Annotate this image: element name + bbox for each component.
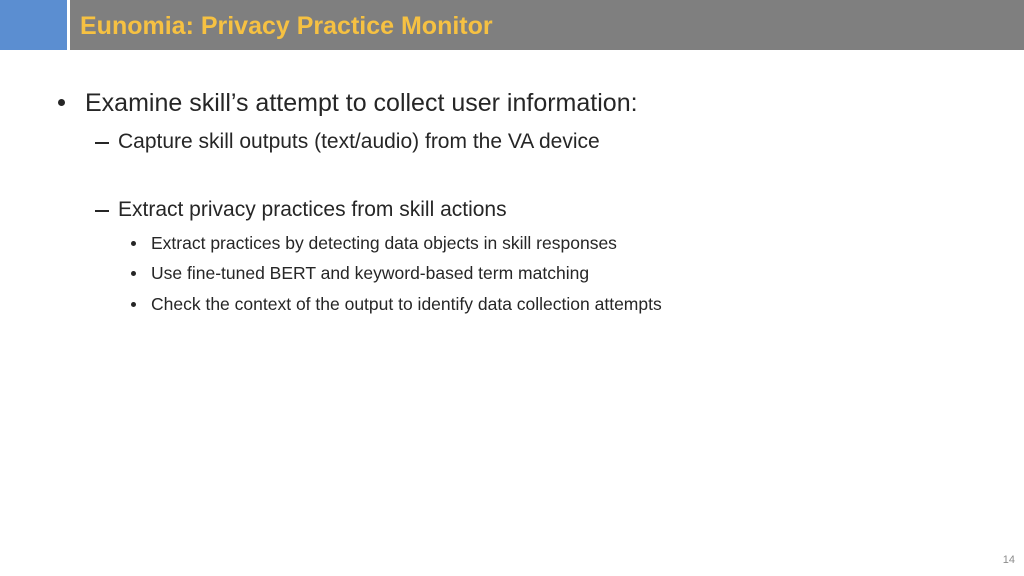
bullet-dot-icon — [131, 241, 136, 246]
sub-item-text: Extract privacy practices from skill actions — [118, 198, 507, 221]
detail-bullet-text: Use fine-tuned BERT and keyword-based term matching — [151, 263, 590, 283]
dash-icon — [95, 210, 109, 212]
slide-title: Eunomia: Privacy Practice Monitor — [80, 12, 493, 40]
bullet-dot-icon — [131, 302, 136, 307]
dash-icon — [95, 142, 109, 144]
bullet-dot-icon — [58, 99, 65, 106]
sub-item-text: Capture skill outputs (text/audio) from the VA device — [118, 130, 600, 153]
bullet-dot-icon — [131, 271, 136, 276]
detail-bullet-text: Check the context of the output to identify data collection attempts — [151, 294, 662, 314]
main-bullet-text: Examine skill’s attempt to collect user information: — [85, 89, 638, 117]
detail-bullet-text: Extract practices by detecting data objects in skill responses — [151, 233, 617, 253]
page-number: 14 — [1002, 554, 1015, 566]
